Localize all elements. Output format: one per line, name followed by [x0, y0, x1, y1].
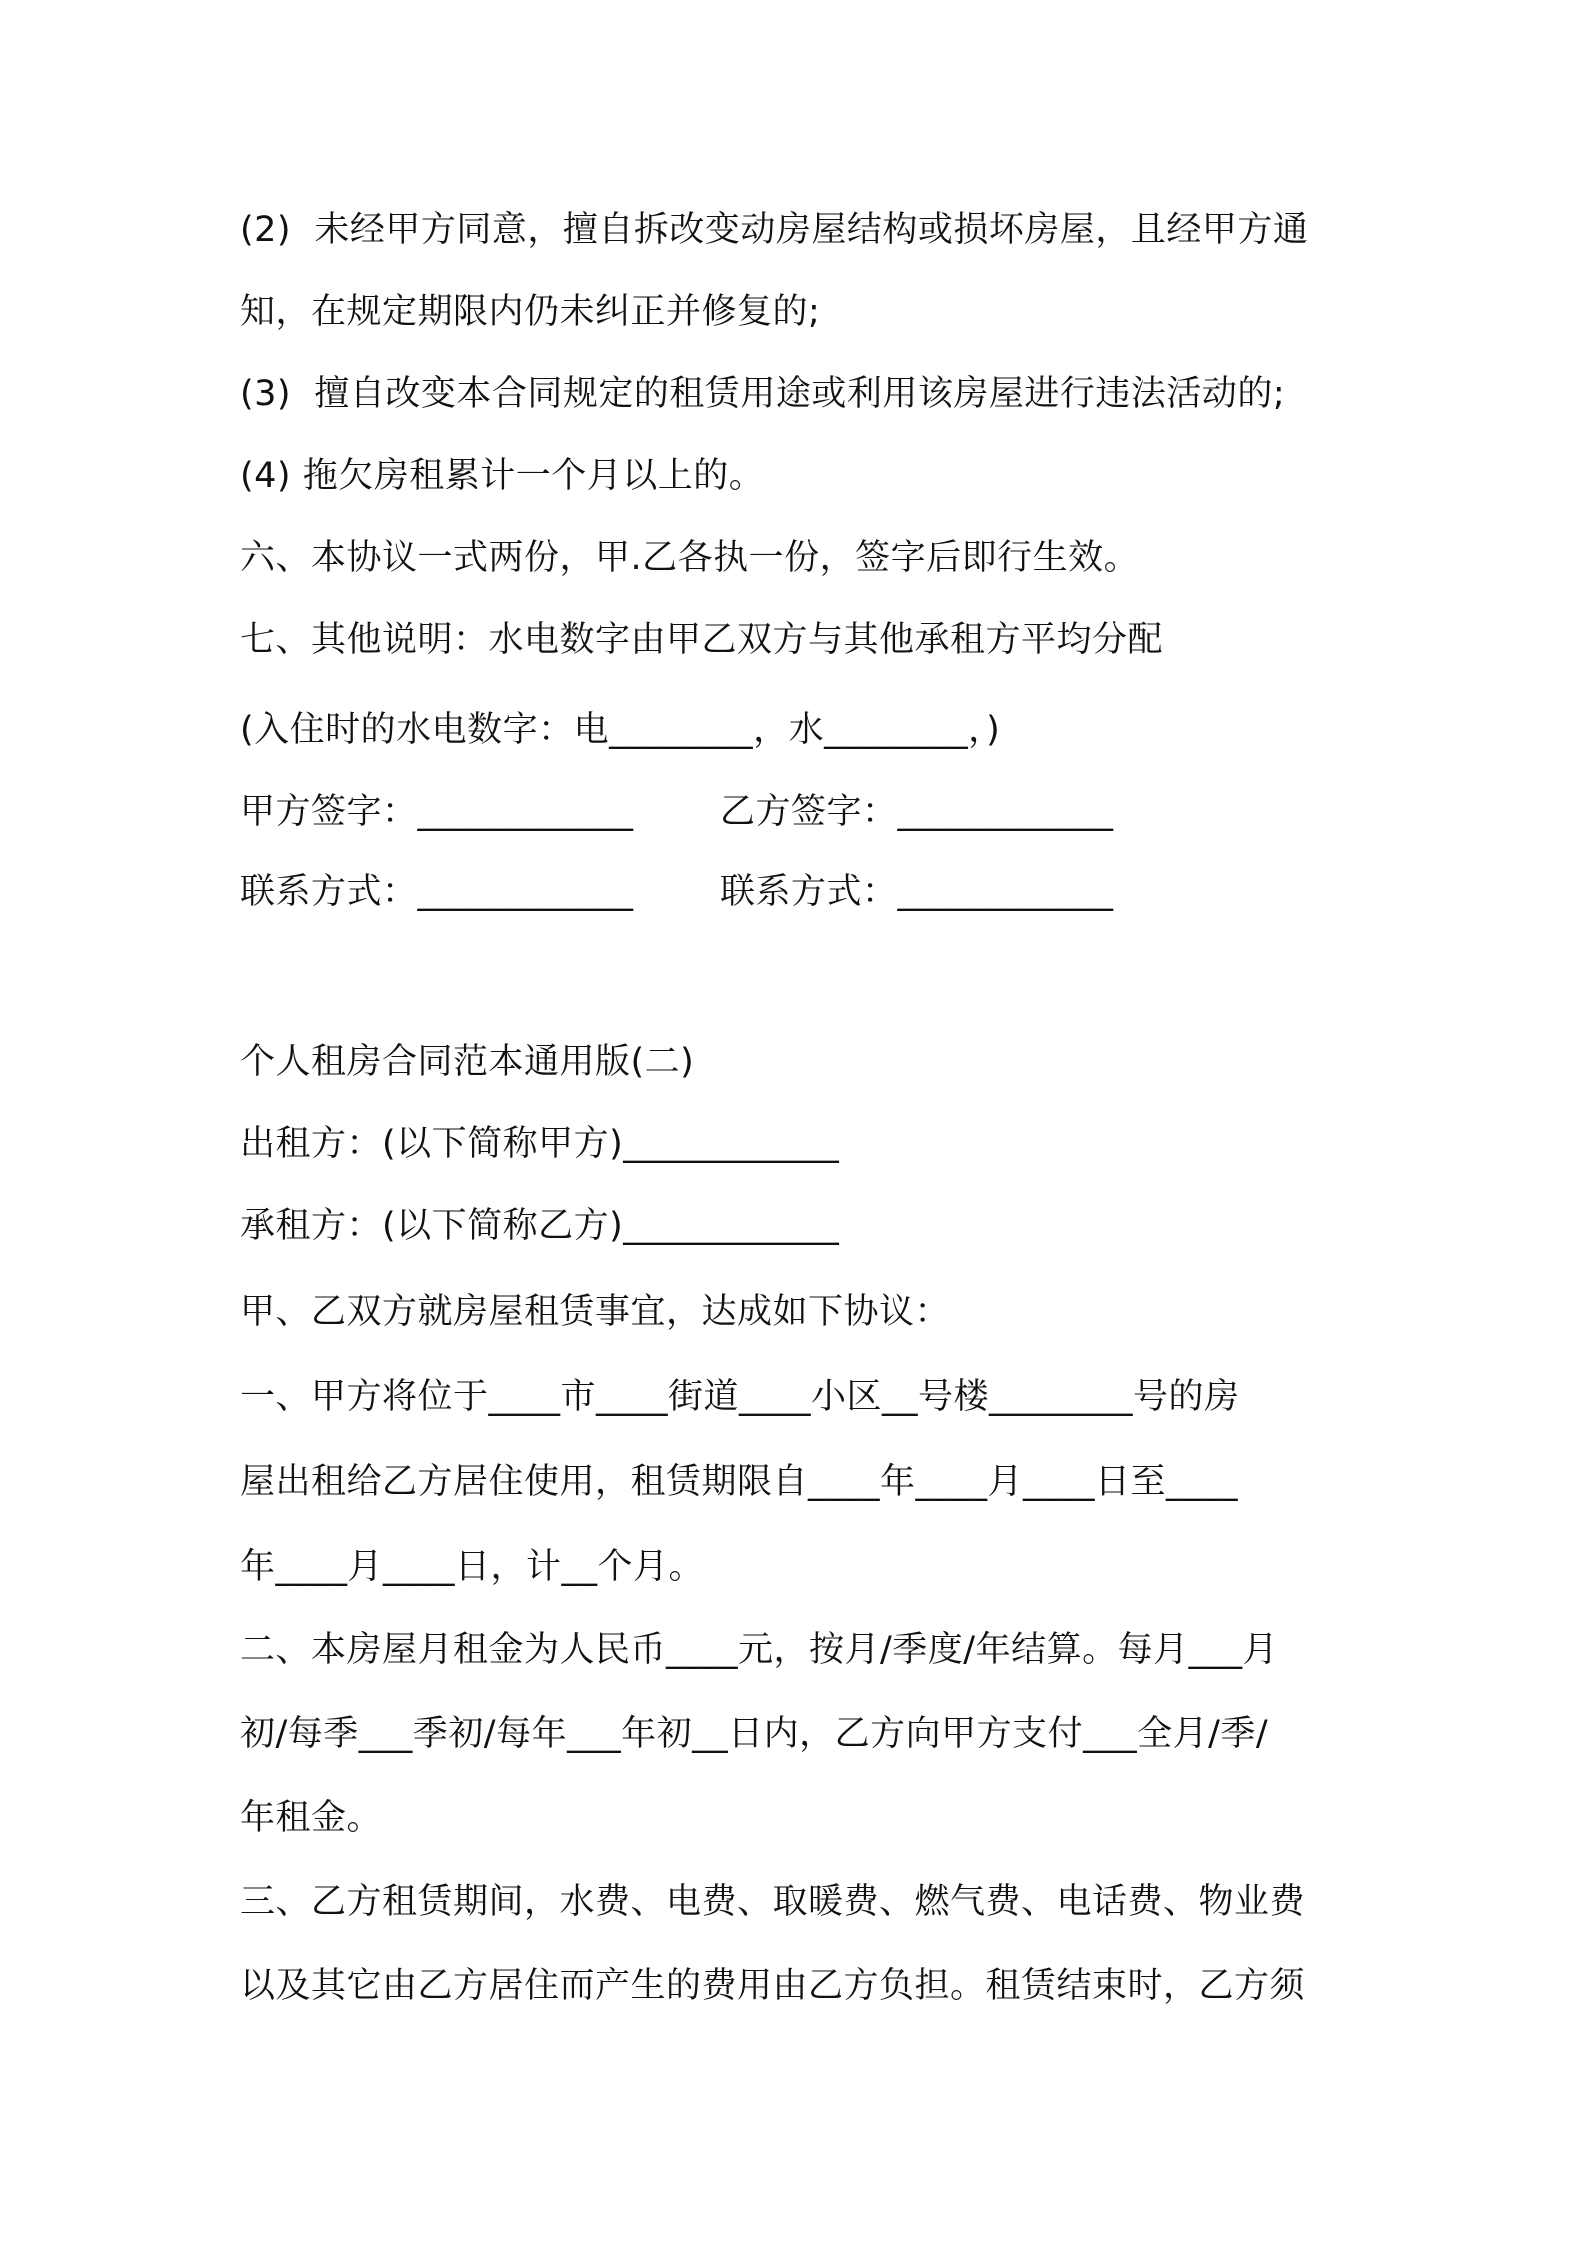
party-b-contact-line: 联系方式：____________	[720, 872, 1114, 912]
party-a-signature-line: 甲方签字：____________	[240, 792, 634, 832]
contract-title: 个人租房合同范本通用版(二)	[240, 1042, 695, 1082]
item-4: (4) 拖欠房租累计一个月以上的。	[240, 456, 765, 496]
item-2-line-2: 知，在规定期限内仍未纠正并修复的;	[240, 292, 821, 332]
party-a-contact-line: 联系方式：____________	[240, 872, 634, 912]
clause-6: 六、本协议一式两份，甲.乙各执一份，签字后即行生效。	[240, 538, 1140, 578]
clause-1-line-1: 一、甲方将位于____市____街道____小区__号楼________号的房	[240, 1377, 1240, 1417]
clause-3-line-1: 三、乙方租赁期间，水费、电费、取暖费、燃气费、电话费、物业费	[240, 1882, 1306, 1922]
clause-2-line-1: 二、本房屋月租金为人民币____元，按月/季度/年结算。每月___月	[240, 1630, 1279, 1670]
item-3: (3) 擅自改变本合同规定的租赁用途或利用该房屋进行违法活动的;	[240, 374, 1286, 414]
lessee-line: 承租方：(以下简称乙方)____________	[240, 1206, 840, 1246]
item-2-line-1: (2) 未经甲方同意，擅自拆改变动房屋结构或损坏房屋，且经甲方通	[240, 210, 1309, 250]
clause-2-line-3: 年租金。	[240, 1798, 383, 1838]
clause-1-line-3: 年____月____日，计__个月。	[240, 1547, 705, 1587]
meter-note: (入住时的水电数字：电________，水________，)	[240, 710, 1001, 750]
clause-1-line-2: 屋出租给乙方居住使用，租赁期限自____年____月____日至____	[240, 1462, 1239, 1502]
clause-2-line-2: 初/每季___季初/每年___年初__日内，乙方向甲方支付___全月/季/	[240, 1714, 1269, 1754]
clause-7: 七、其他说明：水电数字由甲乙双方与其他承租方平均分配	[240, 620, 1164, 660]
clause-3-line-2: 以及其它由乙方居住而产生的费用由乙方负担。租赁结束时，乙方须	[240, 1966, 1306, 2006]
party-b-signature-line: 乙方签字：____________	[720, 792, 1114, 832]
agreement-intro: 甲、乙双方就房屋租赁事宜，达成如下协议：	[240, 1292, 951, 1332]
lessor-line: 出租方：(以下简称甲方)____________	[240, 1124, 840, 1164]
